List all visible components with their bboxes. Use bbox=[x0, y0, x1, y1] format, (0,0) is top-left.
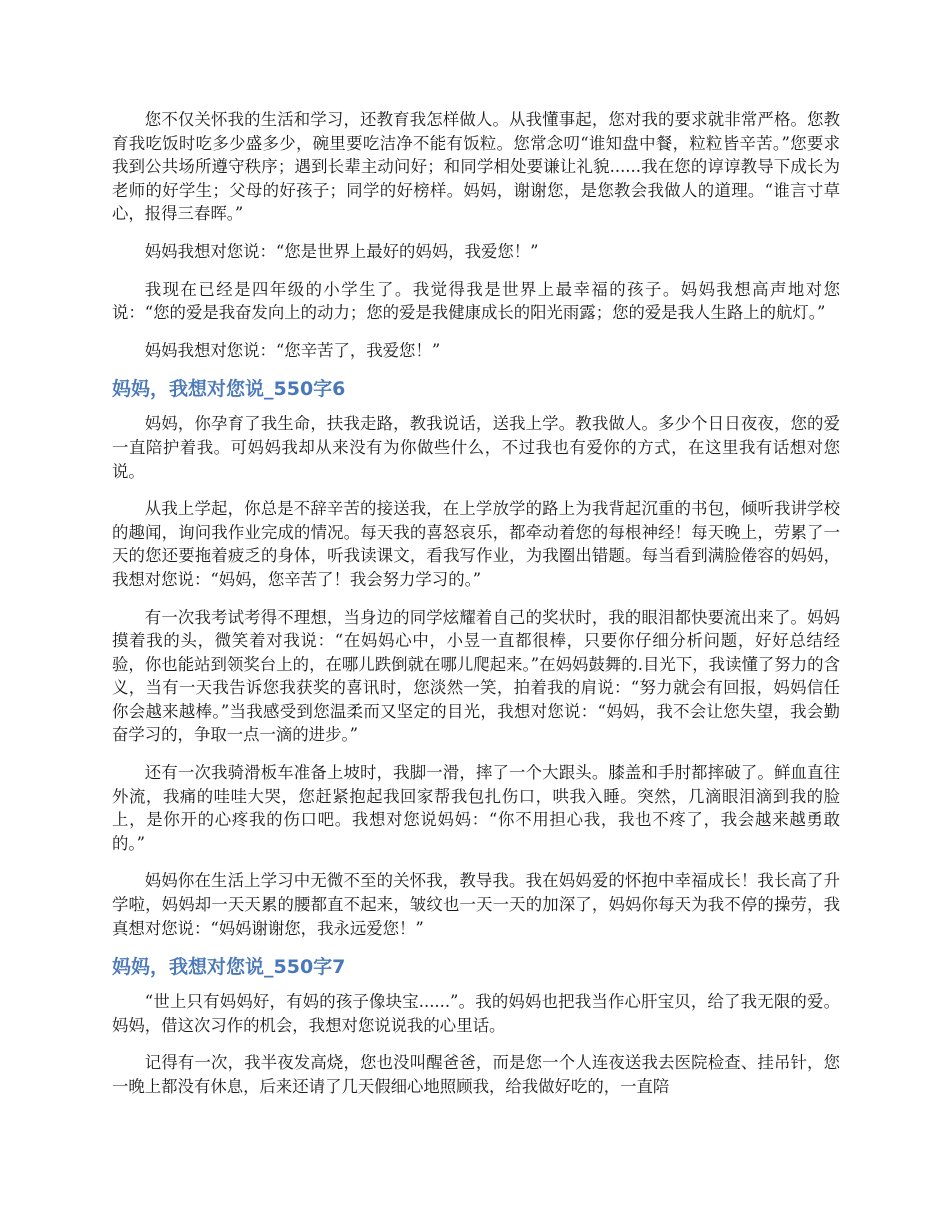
paragraph: 妈妈我想对您说：“您辛苦了，我爱您！” bbox=[144, 340, 441, 360]
paragraph: 还有一次我骑滑板车准备上坡时，我脚一滑，摔了一个大跟头。膝盖和手肘都摔破了。鲜血直往外流，我痛的哇哇大哭，您赶紧抱起我回家帮我包扎伤口，哄我入睡。突然，几滴眼泪滴到我的脸上，是你开的心疼我的伤口吧。我想对您说妈妈：“你不用担心我，我也不疼了，我会越来越勇敢的。” bbox=[112, 763, 840, 853]
paragraph: 您不仅关怀我的生活和学习，还教育我怎样做人。从我懂事起，您对我的要求就非常严格。您教育我吃饭时吃多少盛多少，碗里要吃洁净不能有饭粒。您常念叨“谁知盘中餐，粒粒皆辛苦。”您要求我到公共场所遵守秩序；遇到长辈主动问好；和同学相处要谦让礼貌......我在您的谆谆教导下成长为老师的好学生；父母的好孩子；同学的好榜样。妈妈，谢谢您，是您教会我做人的道理。“谁言寸草心，报得三春晖。” bbox=[112, 110, 840, 224]
paragraph: 妈妈你在生活上学习中无微不至的关怀我，教导我。我在妈妈爱的怀抱中幸福成长！我长高了升学啦，妈妈却一天天累的腰都直不起来，皱纹也一天一天的加深了，妈妈你每天为我不停的操劳，我真想对您说：“妈妈谢谢您，我永远爱您！” bbox=[112, 871, 840, 938]
paragraph: “世上只有妈妈好，有妈的孩子像块宝......”。我的妈妈也把我当作心肝宝贝，给了我无限的爱。妈妈，借这次习作的机会，我想对您说说我的心里话。 bbox=[112, 992, 840, 1035]
document-page bbox=[112, 108, 840, 1113]
section-heading: 妈妈，我想对您说_550字7 bbox=[112, 956, 346, 979]
paragraph: 妈妈我想对您说：“您是世界上最好的妈妈，我爱您！” bbox=[144, 241, 539, 261]
paragraph: 从我上学起，你总是不辞辛苦的接送我，在上学放学的路上为我背起沉重的书包，倾听我讲学校的趣闻，询问我作业完成的情况。每天我的喜怒哀乐，都牵动着您的每根神经！每天晚上，劳累了一天的您还要拖着疲乏的身体，听我读课文，看我写作业，为我圈出错题。每当看到满脸倦容的妈妈，我想对您说：“妈妈，您辛苦了！我会努力学习的。” bbox=[112, 499, 840, 589]
paragraph: 记得有一次，我半夜发高烧，您也没叫醒爸爸，而是您一个人连夜送我去医院检查、挂吊针，您一晚上都没有休息，后来还请了几天假细心地照顾我，给我做好吃的，一直陪 bbox=[112, 1053, 840, 1096]
paragraph: 我现在已经是四年级的小学生了。我觉得我是世界上最幸福的孩子。妈妈我想高声地对您说：“您的爱是我奋发向上的动力；您的爱是我健康成长的阳光雨露；您的爱是我人生路上的航灯。” bbox=[112, 279, 840, 323]
paragraph: 妈妈，你孕育了我生命，扶我走路，教我说话，送我上学。教我做人。多少个日日夜夜，您的爱一直陪护着我。可妈妈我却从来没有为你做些什么，不过我也有爱你的方式，在这里我有话想对您说。 bbox=[112, 414, 840, 481]
paragraph: 有一次我考试考得不理想，当身边的同学炫耀着自己的奖状时，我的眼泪都快要流出来了。妈妈摸着我的头，微笑着对我说：“在妈妈心中，小昱一直都很棒，只要你仔细分析问题，好好总结经验，你也能站到领奖台上的，在哪儿跌倒就在哪儿爬起来。”在妈妈鼓舞的.目光下，我读懂了努力的含义，当有一天我告诉您我获奖的喜讯时，您淡然一笑，拍着我的肩说：“努力就会有回报，妈妈信任你会越来越棒。”当我感受到您温柔而又坚定的目光，我想对您说：“妈妈，我不会让您失望，我会勤奋学习的，争取一点一滴的进步。” bbox=[112, 607, 840, 745]
section-heading: 妈妈，我想对您说_550字6 bbox=[112, 378, 346, 401]
